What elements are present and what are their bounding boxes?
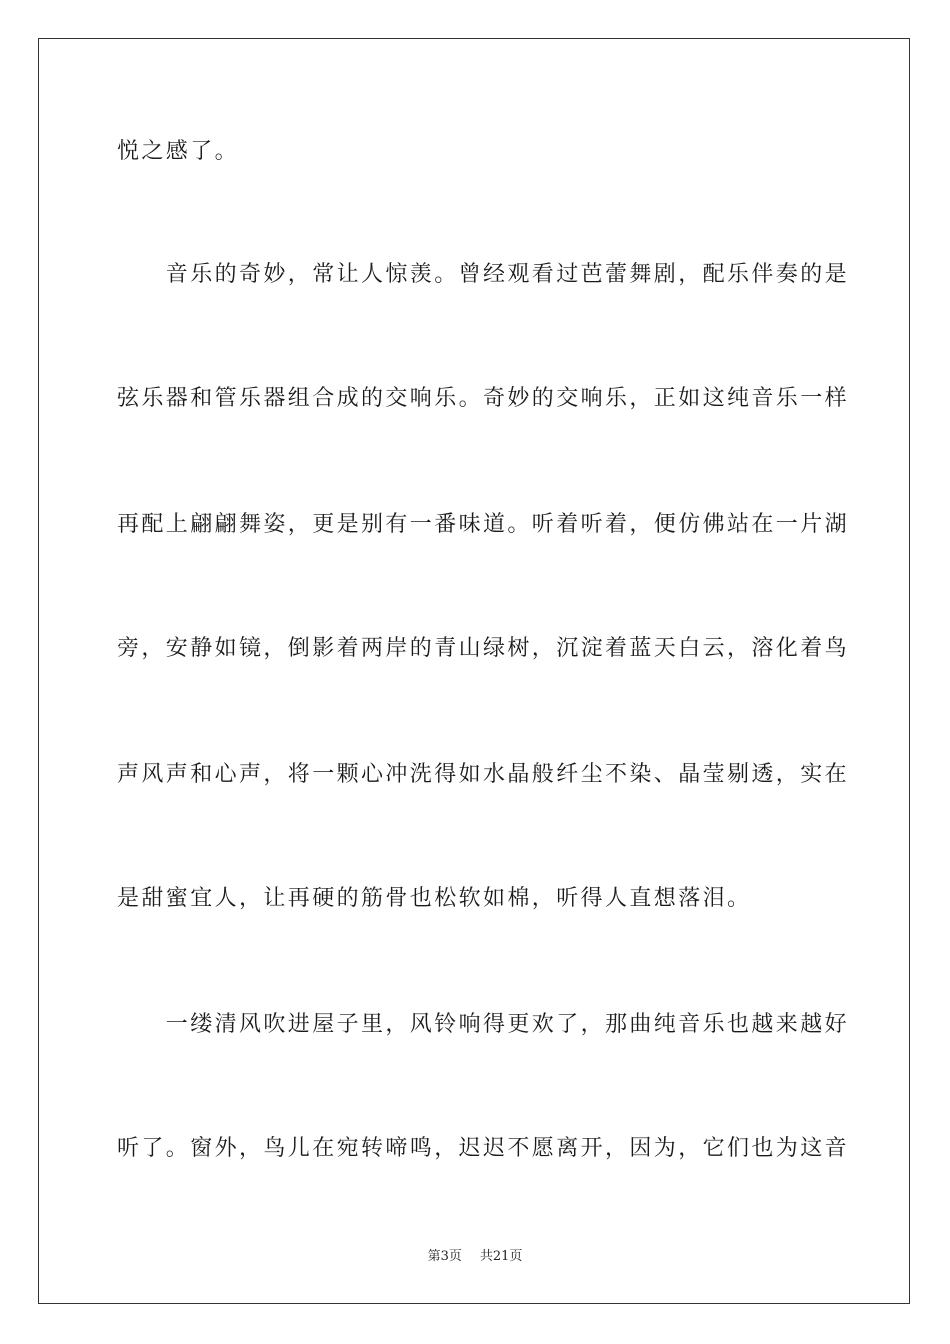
text-line: 音乐的奇妙，常让人惊羡。曾经观看过芭蕾舞剧，配乐伴奏的是 (117, 262, 850, 287)
page-border (38, 38, 910, 1304)
text-line: 旁，安静如镜，倒影着两岸的青山绿树，沉淀着蓝天白云，溶化着鸟 (117, 636, 850, 661)
text-line: 是甜蜜宜人，让再硬的筋骨也松软如棉，听得人直想落泪。 (117, 886, 752, 911)
page-number: 第3页 (427, 1249, 462, 1264)
text-line: 悦之感了。 (117, 139, 240, 164)
total-pages: 共21页 (479, 1249, 523, 1264)
text-line: 听了。窗外，鸟儿在宛转啼鸣，迟迟不愿离开，因为，它们也为这音 (117, 1136, 850, 1161)
text-line: 再配上翩翩舞姿，更是别有一番味道。听着听着，便仿佛站在一片湖 (117, 512, 850, 537)
page-footer (0, 1248, 950, 1266)
text-line: 弦乐器和管乐器组合成的交响乐。奇妙的交响乐，正如这纯音乐一样 (117, 386, 850, 411)
text-line: 声风声和心声，将一颗心冲洗得如水晶般纤尘不染、晶莹剔透，实在 (117, 762, 850, 787)
text-line: 一缕清风吹进屋子里，风铃响得更欢了，那曲纯音乐也越来越好 (117, 1012, 850, 1037)
